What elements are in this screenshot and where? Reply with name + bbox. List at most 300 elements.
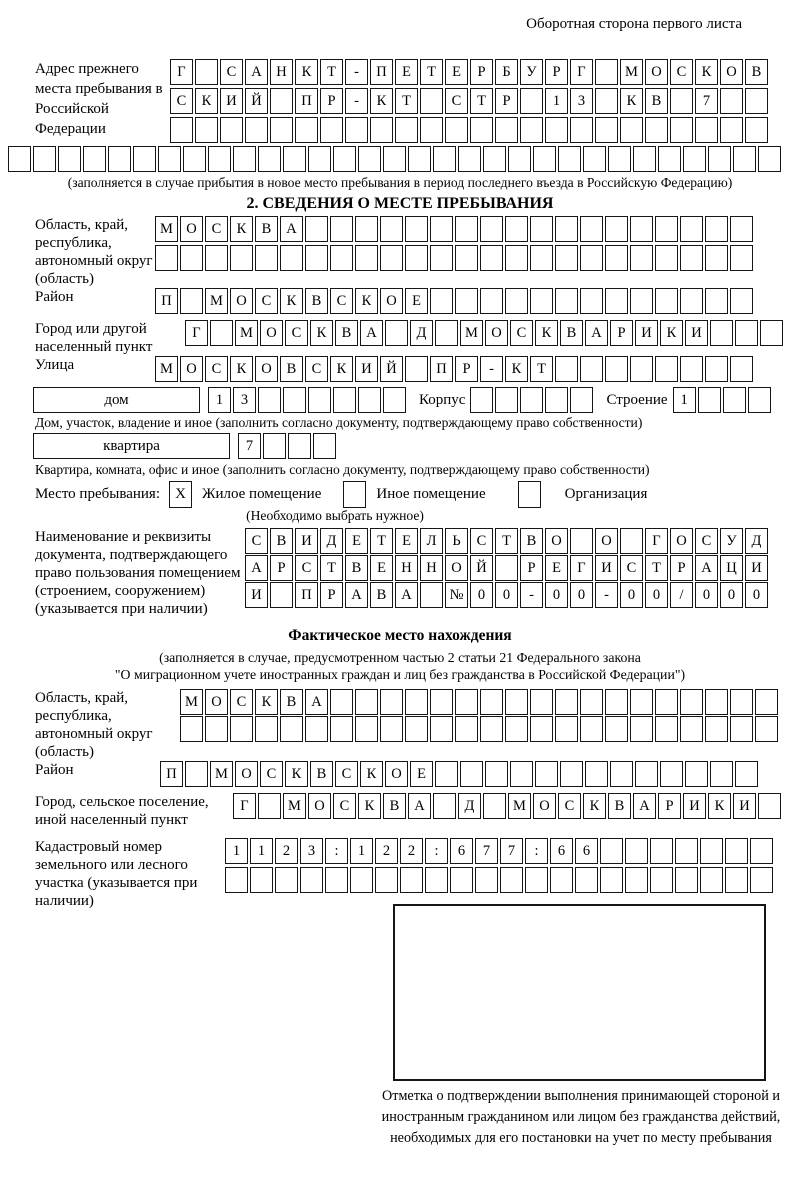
char-cell[interactable]: [500, 867, 523, 893]
char-cell[interactable]: [495, 387, 518, 413]
char-cell[interactable]: [505, 716, 528, 742]
char-cell[interactable]: [698, 387, 721, 413]
char-cell[interactable]: О: [205, 689, 228, 715]
char-cell[interactable]: -: [345, 88, 368, 114]
char-cell[interactable]: [385, 320, 408, 346]
char-cell[interactable]: О: [720, 59, 743, 85]
char-cell[interactable]: [458, 146, 481, 172]
char-cell[interactable]: [558, 146, 581, 172]
char-cell[interactable]: [745, 88, 768, 114]
char-cell[interactable]: [480, 689, 503, 715]
char-cell[interactable]: [755, 689, 778, 715]
char-cell[interactable]: [433, 793, 456, 819]
char-cell[interactable]: К: [355, 288, 378, 314]
char-cell[interactable]: [405, 356, 428, 382]
char-cell[interactable]: [525, 867, 548, 893]
char-cell[interactable]: Р: [520, 555, 543, 581]
char-cell[interactable]: У: [520, 59, 543, 85]
char-cell[interactable]: [33, 146, 56, 172]
char-cell[interactable]: [430, 716, 453, 742]
char-cell[interactable]: [655, 689, 678, 715]
char-cell[interactable]: Т: [320, 555, 343, 581]
char-cell[interactable]: [270, 88, 293, 114]
char-cell[interactable]: Н: [420, 555, 443, 581]
char-cell[interactable]: [625, 838, 648, 864]
char-cell[interactable]: К: [708, 793, 731, 819]
char-cell[interactable]: [580, 216, 603, 242]
char-cell[interactable]: [505, 216, 528, 242]
char-cell[interactable]: [333, 146, 356, 172]
char-cell[interactable]: А: [360, 320, 383, 346]
char-cell[interactable]: И: [245, 582, 268, 608]
char-cell[interactable]: [658, 146, 681, 172]
char-cell[interactable]: [108, 146, 131, 172]
char-cell[interactable]: [185, 761, 208, 787]
char-cell[interactable]: [730, 689, 753, 715]
char-cell[interactable]: [748, 387, 771, 413]
char-cell[interactable]: 1: [350, 838, 373, 864]
char-cell[interactable]: С: [670, 59, 693, 85]
char-cell[interactable]: И: [683, 793, 706, 819]
char-cell[interactable]: [435, 320, 458, 346]
char-cell[interactable]: М: [620, 59, 643, 85]
char-cell[interactable]: [630, 356, 653, 382]
char-cell[interactable]: [480, 245, 503, 271]
char-cell[interactable]: [520, 88, 543, 114]
char-cell[interactable]: [580, 245, 603, 271]
char-cell[interactable]: [455, 716, 478, 742]
char-cell[interactable]: [395, 117, 418, 143]
char-cell[interactable]: [180, 716, 203, 742]
char-cell[interactable]: [280, 716, 303, 742]
char-cell[interactable]: [735, 761, 758, 787]
char-cell[interactable]: [288, 433, 311, 459]
char-cell[interactable]: [720, 117, 743, 143]
char-cell[interactable]: [283, 146, 306, 172]
char-cell[interactable]: С: [558, 793, 581, 819]
char-cell[interactable]: [455, 216, 478, 242]
char-cell[interactable]: [660, 761, 683, 787]
char-cell[interactable]: -: [595, 582, 618, 608]
char-cell[interactable]: [505, 689, 528, 715]
char-cell[interactable]: [510, 761, 533, 787]
char-cell[interactable]: В: [560, 320, 583, 346]
char-cell[interactable]: С: [205, 356, 228, 382]
char-cell[interactable]: Н: [270, 59, 293, 85]
residence-checkbox-zhiloe[interactable]: X: [169, 481, 192, 508]
char-cell[interactable]: В: [305, 288, 328, 314]
char-cell[interactable]: [533, 146, 556, 172]
char-cell[interactable]: М: [460, 320, 483, 346]
char-cell[interactable]: И: [220, 88, 243, 114]
char-cell[interactable]: 7: [238, 433, 261, 459]
char-cell[interactable]: К: [358, 793, 381, 819]
char-cell[interactable]: [208, 146, 231, 172]
char-cell[interactable]: [470, 387, 493, 413]
char-cell[interactable]: П: [295, 88, 318, 114]
char-cell[interactable]: [450, 867, 473, 893]
char-cell[interactable]: С: [285, 320, 308, 346]
char-cell[interactable]: [325, 867, 348, 893]
char-cell[interactable]: А: [408, 793, 431, 819]
char-cell[interactable]: А: [395, 582, 418, 608]
char-cell[interactable]: Д: [320, 528, 343, 554]
char-cell[interactable]: [680, 216, 703, 242]
char-cell[interactable]: А: [695, 555, 718, 581]
char-cell[interactable]: [580, 716, 603, 742]
char-cell[interactable]: Т: [645, 555, 668, 581]
char-cell[interactable]: [620, 117, 643, 143]
char-cell[interactable]: [650, 867, 673, 893]
char-cell[interactable]: [430, 288, 453, 314]
char-cell[interactable]: Р: [670, 555, 693, 581]
char-cell[interactable]: С: [620, 555, 643, 581]
char-cell[interactable]: [430, 689, 453, 715]
char-cell[interactable]: [650, 838, 673, 864]
char-cell[interactable]: [255, 245, 278, 271]
char-cell[interactable]: С: [170, 88, 193, 114]
char-cell[interactable]: 0: [745, 582, 768, 608]
char-cell[interactable]: И: [635, 320, 658, 346]
char-cell[interactable]: Р: [455, 356, 478, 382]
char-cell[interactable]: [605, 689, 628, 715]
char-cell[interactable]: :: [325, 838, 348, 864]
char-cell[interactable]: С: [295, 555, 318, 581]
char-cell[interactable]: О: [380, 288, 403, 314]
char-cell[interactable]: [700, 838, 723, 864]
char-cell[interactable]: [355, 716, 378, 742]
char-cell[interactable]: В: [383, 793, 406, 819]
char-cell[interactable]: [695, 117, 718, 143]
char-cell[interactable]: [645, 117, 668, 143]
char-cell[interactable]: Е: [395, 59, 418, 85]
char-cell[interactable]: Е: [405, 288, 428, 314]
char-cell[interactable]: К: [583, 793, 606, 819]
char-cell[interactable]: [730, 245, 753, 271]
char-cell[interactable]: О: [308, 793, 331, 819]
char-cell[interactable]: А: [245, 59, 268, 85]
char-cell[interactable]: [280, 245, 303, 271]
char-cell[interactable]: Г: [170, 59, 193, 85]
char-cell[interactable]: [380, 245, 403, 271]
char-cell[interactable]: [420, 88, 443, 114]
char-cell[interactable]: [655, 245, 678, 271]
char-cell[interactable]: Р: [320, 88, 343, 114]
char-cell[interactable]: [330, 716, 353, 742]
char-cell[interactable]: [433, 146, 456, 172]
char-cell[interactable]: [305, 716, 328, 742]
char-cell[interactable]: [330, 216, 353, 242]
char-cell[interactable]: [630, 288, 653, 314]
char-cell[interactable]: [555, 716, 578, 742]
char-cell[interactable]: [680, 689, 703, 715]
char-cell[interactable]: М: [235, 320, 258, 346]
char-cell[interactable]: М: [180, 689, 203, 715]
char-cell[interactable]: Г: [185, 320, 208, 346]
char-cell[interactable]: А: [245, 555, 268, 581]
char-cell[interactable]: К: [370, 88, 393, 114]
char-cell[interactable]: Н: [395, 555, 418, 581]
char-cell[interactable]: [530, 716, 553, 742]
char-cell[interactable]: [313, 433, 336, 459]
char-cell[interactable]: [545, 387, 568, 413]
char-cell[interactable]: [383, 387, 406, 413]
char-cell[interactable]: 0: [570, 582, 593, 608]
char-cell[interactable]: [170, 117, 193, 143]
char-cell[interactable]: [350, 867, 373, 893]
char-cell[interactable]: [758, 146, 781, 172]
char-cell[interactable]: У: [720, 528, 743, 554]
char-cell[interactable]: О: [485, 320, 508, 346]
char-cell[interactable]: [58, 146, 81, 172]
char-cell[interactable]: М: [155, 356, 178, 382]
char-cell[interactable]: [630, 689, 653, 715]
char-cell[interactable]: [575, 867, 598, 893]
char-cell[interactable]: А: [305, 689, 328, 715]
char-cell[interactable]: Т: [370, 528, 393, 554]
char-cell[interactable]: [535, 761, 558, 787]
char-cell[interactable]: П: [160, 761, 183, 787]
char-cell[interactable]: [195, 59, 218, 85]
char-cell[interactable]: 1: [225, 838, 248, 864]
char-cell[interactable]: Т: [395, 88, 418, 114]
char-cell[interactable]: [258, 146, 281, 172]
char-cell[interactable]: [608, 146, 631, 172]
char-cell[interactable]: [605, 716, 628, 742]
char-cell[interactable]: В: [645, 88, 668, 114]
char-cell[interactable]: [405, 716, 428, 742]
char-cell[interactable]: [530, 288, 553, 314]
char-cell[interactable]: [455, 245, 478, 271]
char-cell[interactable]: [710, 761, 733, 787]
char-cell[interactable]: Е: [445, 59, 468, 85]
char-cell[interactable]: К: [360, 761, 383, 787]
char-cell[interactable]: К: [330, 356, 353, 382]
residence-checkbox-org[interactable]: [518, 481, 541, 508]
char-cell[interactable]: Т: [495, 528, 518, 554]
char-cell[interactable]: [380, 216, 403, 242]
char-cell[interactable]: 7: [695, 88, 718, 114]
char-cell[interactable]: С: [510, 320, 533, 346]
char-cell[interactable]: [283, 387, 306, 413]
char-cell[interactable]: [330, 245, 353, 271]
char-cell[interactable]: [83, 146, 106, 172]
char-cell[interactable]: [758, 793, 781, 819]
char-cell[interactable]: Т: [420, 59, 443, 85]
char-cell[interactable]: [358, 387, 381, 413]
char-cell[interactable]: 7: [475, 838, 498, 864]
char-cell[interactable]: Д: [745, 528, 768, 554]
char-cell[interactable]: О: [645, 59, 668, 85]
char-cell[interactable]: [305, 245, 328, 271]
char-cell[interactable]: 2: [375, 838, 398, 864]
char-cell[interactable]: 0: [645, 582, 668, 608]
char-cell[interactable]: О: [180, 356, 203, 382]
char-cell[interactable]: С: [205, 216, 228, 242]
char-cell[interactable]: [383, 146, 406, 172]
char-cell[interactable]: [470, 117, 493, 143]
char-cell[interactable]: Л: [420, 528, 443, 554]
char-cell[interactable]: [570, 117, 593, 143]
char-cell[interactable]: [630, 216, 653, 242]
char-cell[interactable]: 0: [720, 582, 743, 608]
char-cell[interactable]: [580, 689, 603, 715]
char-cell[interactable]: И: [745, 555, 768, 581]
char-cell[interactable]: Й: [470, 555, 493, 581]
char-cell[interactable]: С: [695, 528, 718, 554]
char-cell[interactable]: Й: [245, 88, 268, 114]
char-cell[interactable]: [483, 146, 506, 172]
char-cell[interactable]: [635, 761, 658, 787]
char-cell[interactable]: [205, 716, 228, 742]
char-cell[interactable]: В: [255, 216, 278, 242]
char-cell[interactable]: [610, 761, 633, 787]
char-cell[interactable]: [405, 216, 428, 242]
char-cell[interactable]: Т: [470, 88, 493, 114]
char-cell[interactable]: [155, 245, 178, 271]
char-cell[interactable]: [595, 88, 618, 114]
char-cell[interactable]: [655, 356, 678, 382]
char-cell[interactable]: [308, 146, 331, 172]
char-cell[interactable]: [430, 216, 453, 242]
char-cell[interactable]: [670, 88, 693, 114]
char-cell[interactable]: К: [230, 356, 253, 382]
char-cell[interactable]: М: [283, 793, 306, 819]
char-cell[interactable]: [555, 245, 578, 271]
kvartira-box[interactable]: квартира: [33, 433, 230, 459]
char-cell[interactable]: С: [445, 88, 468, 114]
char-cell[interactable]: В: [745, 59, 768, 85]
char-cell[interactable]: С: [470, 528, 493, 554]
char-cell[interactable]: [375, 867, 398, 893]
char-cell[interactable]: М: [210, 761, 233, 787]
char-cell[interactable]: Е: [370, 555, 393, 581]
char-cell[interactable]: К: [660, 320, 683, 346]
char-cell[interactable]: [605, 356, 628, 382]
char-cell[interactable]: [760, 320, 783, 346]
char-cell[interactable]: [560, 761, 583, 787]
char-cell[interactable]: Е: [345, 528, 368, 554]
char-cell[interactable]: В: [608, 793, 631, 819]
char-cell[interactable]: [720, 88, 743, 114]
char-cell[interactable]: [530, 216, 553, 242]
char-cell[interactable]: 7: [500, 838, 523, 864]
char-cell[interactable]: Р: [545, 59, 568, 85]
char-cell[interactable]: [700, 867, 723, 893]
char-cell[interactable]: К: [620, 88, 643, 114]
char-cell[interactable]: [380, 716, 403, 742]
char-cell[interactable]: [275, 867, 298, 893]
char-cell[interactable]: [320, 117, 343, 143]
char-cell[interactable]: В: [280, 689, 303, 715]
char-cell[interactable]: [710, 320, 733, 346]
char-cell[interactable]: [550, 867, 573, 893]
char-cell[interactable]: [505, 245, 528, 271]
char-cell[interactable]: [133, 146, 156, 172]
char-cell[interactable]: П: [295, 582, 318, 608]
char-cell[interactable]: [605, 216, 628, 242]
char-cell[interactable]: К: [230, 216, 253, 242]
char-cell[interactable]: [755, 716, 778, 742]
char-cell[interactable]: 0: [695, 582, 718, 608]
char-cell[interactable]: -: [520, 582, 543, 608]
char-cell[interactable]: [750, 838, 773, 864]
char-cell[interactable]: [520, 117, 543, 143]
char-cell[interactable]: [705, 245, 728, 271]
char-cell[interactable]: [630, 716, 653, 742]
char-cell[interactable]: А: [633, 793, 656, 819]
char-cell[interactable]: О: [595, 528, 618, 554]
char-cell[interactable]: В: [335, 320, 358, 346]
char-cell[interactable]: [655, 288, 678, 314]
char-cell[interactable]: 6: [550, 838, 573, 864]
char-cell[interactable]: 0: [495, 582, 518, 608]
char-cell[interactable]: О: [670, 528, 693, 554]
char-cell[interactable]: 2: [275, 838, 298, 864]
char-cell[interactable]: [230, 716, 253, 742]
char-cell[interactable]: [683, 146, 706, 172]
char-cell[interactable]: [495, 555, 518, 581]
char-cell[interactable]: [735, 320, 758, 346]
char-cell[interactable]: Г: [570, 555, 593, 581]
char-cell[interactable]: [545, 117, 568, 143]
char-cell[interactable]: [400, 867, 423, 893]
char-cell[interactable]: А: [280, 216, 303, 242]
char-cell[interactable]: [455, 288, 478, 314]
char-cell[interactable]: Г: [645, 528, 668, 554]
char-cell[interactable]: К: [280, 288, 303, 314]
char-cell[interactable]: [408, 146, 431, 172]
char-cell[interactable]: [670, 117, 693, 143]
char-cell[interactable]: Т: [320, 59, 343, 85]
char-cell[interactable]: О: [235, 761, 258, 787]
char-cell[interactable]: [445, 117, 468, 143]
char-cell[interactable]: Е: [395, 528, 418, 554]
char-cell[interactable]: С: [333, 793, 356, 819]
char-cell[interactable]: С: [230, 689, 253, 715]
char-cell[interactable]: [460, 761, 483, 787]
char-cell[interactable]: [583, 146, 606, 172]
char-cell[interactable]: О: [260, 320, 283, 346]
char-cell[interactable]: [705, 689, 728, 715]
char-cell[interactable]: [183, 146, 206, 172]
char-cell[interactable]: П: [430, 356, 453, 382]
char-cell[interactable]: [508, 146, 531, 172]
char-cell[interactable]: [530, 245, 553, 271]
char-cell[interactable]: [300, 867, 323, 893]
char-cell[interactable]: Е: [410, 761, 433, 787]
char-cell[interactable]: [725, 838, 748, 864]
char-cell[interactable]: [505, 288, 528, 314]
char-cell[interactable]: [245, 117, 268, 143]
char-cell[interactable]: [705, 288, 728, 314]
char-cell[interactable]: 0: [620, 582, 643, 608]
char-cell[interactable]: С: [335, 761, 358, 787]
char-cell[interactable]: [480, 288, 503, 314]
char-cell[interactable]: [270, 117, 293, 143]
char-cell[interactable]: [730, 216, 753, 242]
char-cell[interactable]: [520, 387, 543, 413]
char-cell[interactable]: К: [310, 320, 333, 346]
char-cell[interactable]: [225, 867, 248, 893]
char-cell[interactable]: [725, 867, 748, 893]
char-cell[interactable]: Д: [410, 320, 433, 346]
char-cell[interactable]: [195, 117, 218, 143]
char-cell[interactable]: Р: [610, 320, 633, 346]
char-cell[interactable]: [655, 216, 678, 242]
char-cell[interactable]: [723, 387, 746, 413]
char-cell[interactable]: [405, 689, 428, 715]
